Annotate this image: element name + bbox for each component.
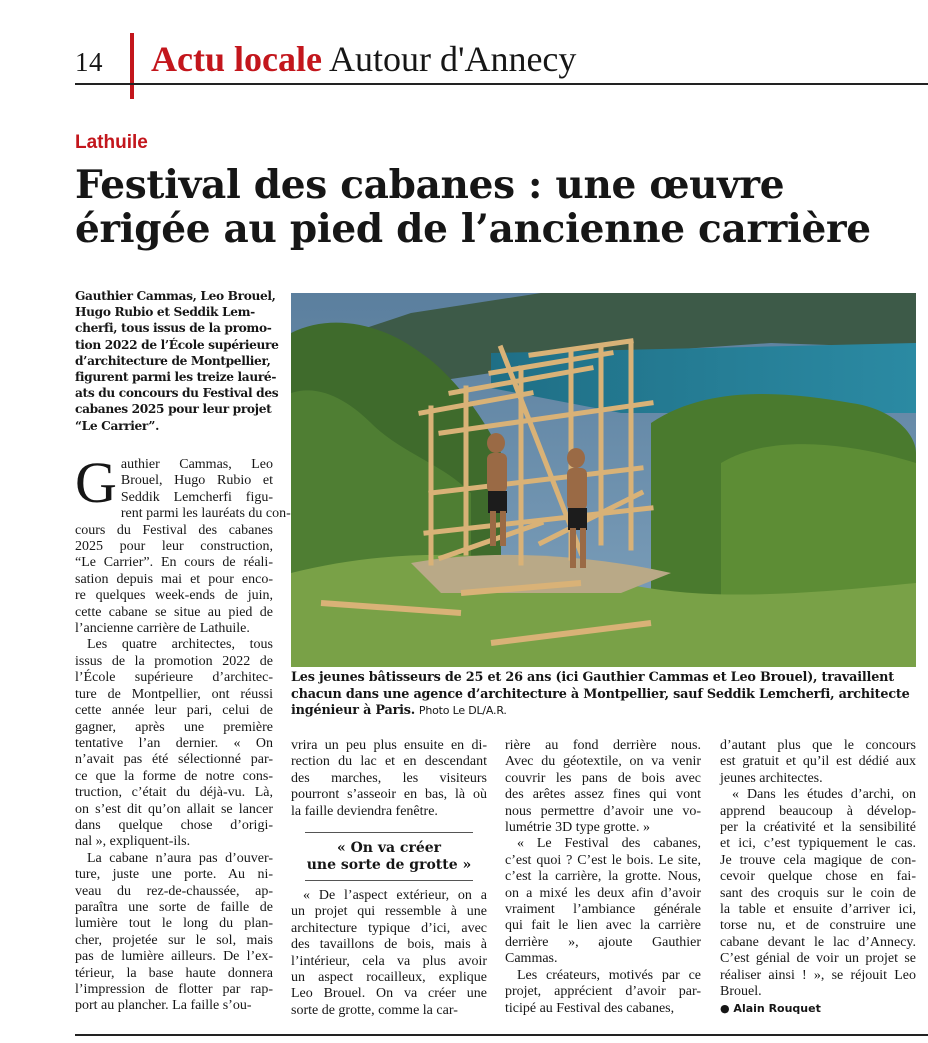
- text-line: la faille deviendra fenêtre.: [291, 803, 438, 819]
- text-line: et ici, c’est typiquement le cas.: [720, 836, 916, 852]
- text-line: « Dans les études d’archi, on: [732, 787, 916, 803]
- text-line: architecture typique d’ici, avec: [291, 920, 487, 936]
- footer-rule: [75, 1034, 928, 1036]
- text-line: pourront s’asseoir en bas, là où: [291, 787, 487, 803]
- text-line: couvrir les pans de bois avec: [505, 770, 701, 786]
- section-rubric: [151, 38, 576, 80]
- text-line: Seddik Lemcherfi figu-: [120, 489, 273, 505]
- cabin-construction-photo: [291, 293, 916, 667]
- text-line: cabanes 2025 pour leur projet: [75, 402, 272, 417]
- text-line: torse nu, et de construire une: [720, 918, 916, 934]
- text-line: issus de la promotion 2022 de: [75, 653, 273, 669]
- text-line: ats du concours du Festival des: [75, 386, 279, 401]
- text-line: qui fait le lien avec la carrière: [505, 918, 701, 934]
- text-line: projet, apprécient d’avoir par-: [505, 984, 701, 1000]
- pull-quote-line: une sorte de grotte »: [306, 857, 472, 873]
- text-line: c’est la carrière, la grotte. Nous,: [505, 869, 701, 885]
- text-line: cette année leur pari, celui de: [75, 703, 273, 719]
- text-line: “Le Carrier”.: [75, 418, 159, 433]
- text-line: ture, juste une porte. Au ni-: [75, 867, 273, 883]
- text-line: dans quelque chose d’origi-: [75, 817, 273, 833]
- text-line: rière au fond derrière nous.: [505, 738, 701, 753]
- text-line: des marches, les visiteurs: [291, 770, 487, 786]
- pull-quote: [305, 832, 473, 881]
- text-line: rent parmi les lauréats du con-: [120, 506, 291, 522]
- article-column-2: [291, 738, 487, 820]
- text-line: rection du lac et en descendant: [291, 754, 487, 770]
- text-line: port au plancher. La faille s’ou-: [75, 998, 252, 1014]
- caption-line: Les jeunes bâtisseurs de 25 et 26 ans (ici Gauthier Cammas et Leo Brouel), travaillent: [291, 670, 894, 685]
- article-headline: [75, 163, 928, 251]
- text-line: vrira un peu plus ensuite en di-: [291, 738, 487, 753]
- caption-line: chacun dans une agence d’architecture à Montpellier, sauf Seddik Lemcherfi, architecte: [291, 686, 910, 702]
- page-header: [75, 38, 928, 88]
- article-photo: [291, 293, 916, 667]
- text-line: Hugo Rubio et Seddik Lem-: [75, 305, 255, 320]
- text-line: cette cabane se situe au pied de: [75, 604, 273, 620]
- caption-line: ingénieur à Paris.: [291, 703, 416, 719]
- text-line: “Le Carrier”. En cours de réali-: [75, 555, 273, 571]
- text-line: la table et ensuite d’arriver ici,: [720, 902, 916, 918]
- article-standfirst: [75, 288, 279, 434]
- text-line: cevoir quelque chose en fai-: [720, 869, 916, 885]
- text-line: on a mixé les deux afin d’avoir: [505, 885, 701, 901]
- text-line: gagner, après une première: [75, 719, 273, 735]
- text-line: térieur, la base haute donnera: [75, 965, 273, 981]
- text-line: d’architecture de Montpellier,: [75, 353, 271, 368]
- drop-cap: G: [75, 450, 117, 515]
- text-line: Brouel, Hugo Rubio et: [120, 473, 273, 489]
- pull-quote-line: « On va créer: [336, 840, 442, 856]
- text-line: tentative l’an dernier. « On: [75, 735, 273, 751]
- article-column-2-continued: [291, 888, 487, 1019]
- text-line: sorte de grotte, comme la car-: [291, 1002, 458, 1018]
- article-column-3: [505, 738, 701, 1017]
- author-byline: ● Alain Rouquet: [720, 1001, 821, 1015]
- text-line: ture de Montpellier, ont réussi: [75, 686, 273, 702]
- photo-credit: Photo Le DL/A.R.: [418, 704, 507, 718]
- text-line: Leo Brouel. On va créer une: [291, 986, 487, 1002]
- text-line: pas de lumière ailleurs. De l’ex-: [75, 949, 273, 965]
- text-line: Les créateurs, motivés par ce: [517, 967, 701, 983]
- text-line: nal », expliquent-ils.: [75, 834, 191, 850]
- text-line: cherfi, tous issus de la promo-: [75, 321, 272, 336]
- text-line: réaliser ainsi ! », se réjouit Leo: [720, 967, 916, 983]
- text-line: l’École supérieure d’architec-: [75, 670, 273, 686]
- photo-caption: [291, 670, 916, 720]
- text-line: n’avait pas été sélectionné par-: [75, 752, 273, 768]
- text-line: vraiment l’ambiance générale: [505, 902, 701, 918]
- text-line: figurent parmi les treize lauré-: [75, 370, 277, 385]
- text-line: Avec du géotextile, on va venir: [505, 754, 701, 770]
- text-line: per la créativité et la sensibilité: [720, 820, 916, 836]
- text-line: 2025 pour leur construction,: [75, 539, 273, 555]
- text-line: lumière tout le long du plan-: [75, 916, 273, 932]
- text-line: derrière », ajoute Gauthier: [505, 934, 701, 950]
- text-line: c’est quoi ? C’est le bois. Le site,: [505, 852, 701, 868]
- text-line: un projet qui ressemble à une: [291, 904, 487, 920]
- text-line: est gratuit et qu’il est dédié aux: [720, 754, 916, 770]
- text-line: Gauthier Cammas, Leo Brouel,: [75, 289, 276, 303]
- article-column-4: [720, 738, 916, 1017]
- text-line: l’impression de flotter par rap-: [75, 982, 273, 997]
- headline-line: Festival des cabanes : une œuvre: [75, 162, 785, 208]
- text-line: Je trouve cela magique de con-: [720, 852, 916, 868]
- headline-line: érigée au pied de l’ancienne carrière: [75, 206, 871, 252]
- page-number: 14: [75, 47, 103, 77]
- text-line: jeunes architectes.: [720, 770, 823, 786]
- text-line: tion 2022 de l’École supérieure: [75, 337, 279, 352]
- text-line: apprend beaucoup à dévelop-: [720, 803, 916, 819]
- text-line: d’autant plus que le concours: [720, 738, 916, 753]
- text-line: Cammas.: [505, 951, 558, 967]
- text-line: authier Cammas, Leo: [120, 457, 273, 472]
- text-line: « Le Festival des cabanes,: [517, 836, 701, 852]
- text-line: lumétrie 3D type grotte. »: [505, 820, 651, 836]
- text-line: cher, projetée sur le sol, mais: [75, 932, 273, 948]
- header-rule: [75, 83, 928, 85]
- text-line: l’intérieur, cela va plus avoir: [291, 953, 487, 969]
- text-line: on s’est dit qu’on allait se lancer: [75, 801, 273, 817]
- text-line: des tavaillons de bois, mais à: [291, 937, 487, 953]
- rubric-subtitle: Autour d'Annecy: [328, 39, 577, 79]
- text-line: La cabane n’aura pas d’ouver-: [87, 850, 273, 866]
- text-line: cabane devant le lac d’Annecy.: [720, 934, 916, 950]
- text-line: « De l’aspect extérieur, on a: [303, 888, 487, 903]
- text-line: re quelques week-ends de juin,: [75, 588, 273, 604]
- text-line: cours du Festival des cabanes: [75, 522, 273, 538]
- text-line: sation depuis mai et pour enco-: [75, 571, 273, 587]
- text-line: veau du rez-de-chaussée, ap-: [75, 883, 273, 899]
- text-line: Brouel.: [720, 984, 762, 1000]
- article-kicker: Lathuile: [75, 132, 148, 153]
- rubric-title: Actu locale: [151, 39, 322, 79]
- text-line: Les quatre architectes, tous: [87, 637, 273, 653]
- text-line: C’est génial de voir un projet se: [720, 951, 916, 967]
- text-line: l’ancienne carrière de Lathuile.: [75, 621, 250, 637]
- text-line: paraîtra une sorte de faille de: [75, 899, 273, 915]
- text-line: ce que la forme de notre cons-: [75, 768, 273, 784]
- text-line: nous permettre d’avoir une vo-: [505, 803, 701, 819]
- text-line: truction, c’était du déjà-vu. Là,: [75, 785, 273, 801]
- text-line: sant des croquis sur le coin de: [720, 885, 916, 901]
- text-line: ticipé au Festival des cabanes,: [505, 1000, 675, 1016]
- text-line: des arêtes assez fines qui vont: [505, 787, 701, 803]
- text-line: un aspect rocailleux, explique: [291, 970, 487, 986]
- header-accent-bar: [130, 33, 134, 99]
- article-column-1: [75, 450, 291, 1015]
